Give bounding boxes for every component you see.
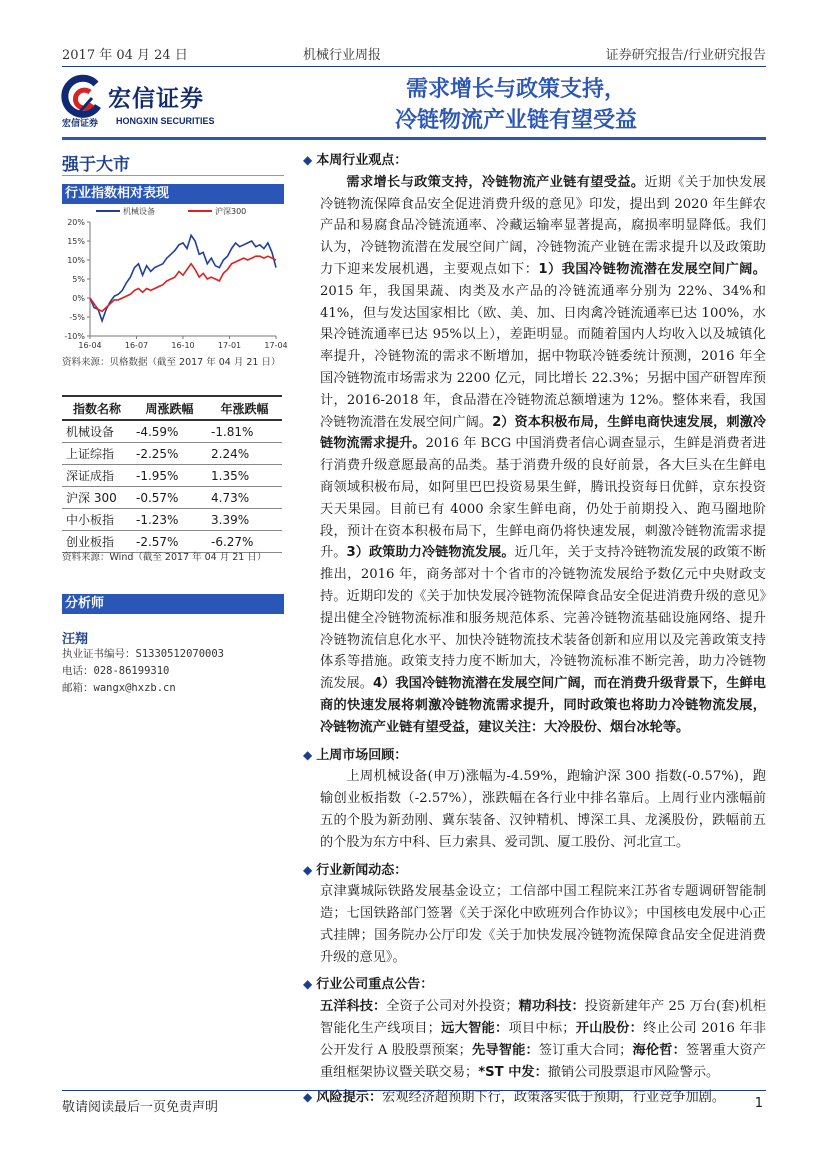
table-row [62, 420, 282, 443]
point-4-bold: 4）我国冷链物流潜在发展空间广阔，而在消费升级背景下，生鲜电商的快速发展将刺激冷链物流需求提升，同时政策也将助力冷链物流发展，冷链物流产业链有望受益，建议关注：大冷股份、烟台冰轮等。 [320, 676, 766, 735]
chart-header: 行业指数相对表现 [62, 184, 284, 204]
announcement-text: 签署重大资产重组框架协议暨关联交易； [320, 1042, 766, 1080]
view-intro-text: 近期《关于加快发展冷链物流保障食品安全促进消费升级的意见》印发，提出到 2020 年生鲜农产品和易腐食品冷链流通率、冷藏运输率显著提高，腐损率明显降低。我们认为，冷链物流潜在发展空间广阔，冷链物流产业链在需求提升以及政策助力下迎来发展机遇，主要观点如下： [320, 174, 767, 277]
analyst-phone: 电话：028-86199310 [62, 665, 170, 677]
diamond-bullet-icon: ◆ [303, 153, 313, 167]
announcements-paragraph [303, 996, 766, 1083]
analyst-name: 汪翔 [62, 632, 89, 647]
point-3-bold: 3）政策助力冷链物流发展。 [346, 545, 515, 561]
table-header-row [62, 396, 282, 420]
logo-text-en: HONGXIN SECURITIES [116, 116, 215, 126]
x-tick-label: 17-04 [264, 341, 288, 350]
col-header-year: 年涨跌幅 [207, 396, 282, 420]
table-row [62, 487, 282, 509]
index-name-cell: 深证成指 [62, 465, 132, 487]
section-news-heading [303, 860, 766, 882]
section-announcements-heading [303, 974, 766, 996]
yearly-change-cell: 4.73% [207, 487, 282, 509]
analyst-cert: 执业证书编号：S1330512070003 [62, 648, 225, 660]
analyst-contact [62, 646, 284, 697]
risk-text: 宏观经济超预期下行，政策落实低于预期，行业竞争加剧。 [382, 1090, 726, 1106]
risk-heading: 风险提示： [316, 1090, 383, 1106]
company-name: 精功科技： [518, 999, 585, 1015]
view-summary-bold: 需求增长与政策支持，冷链物流产业链有望受益。 [346, 174, 645, 190]
point-1-text: 2015 年，我国果蔬、肉类及水产品的冷链流通率分别为 22%、34%和 41%，但与发达国家相比（欧、美、加、日肉禽冷链流通率已达 100%，水果冷链流通率已达 95%以上），差距明显。而随着国内人均收入以及城镇化率提升，冷链物流的需求不断增加，据中物联冷链委统计预测，2016 年全国冷链物流市场需求为 2200 亿元，同比增长 22.3%；另据中国产研智库预计，2016-2018 年，食品潜在冷链物流总额增速为 12%。整体来看，我国冷链物流潜在发展空间广阔。 [320, 283, 766, 430]
section-market-review-heading [303, 745, 766, 767]
announcement-text: 投资新建年产 25 万台(套)机柜智能化生产线项目； [320, 999, 767, 1037]
x-tick-label: 17-01 [217, 341, 242, 350]
yearly-change-cell: -6.27% [207, 531, 282, 553]
market-review-paragraph: 上周机械设备(申万)涨幅为-4.59%，跑输沪深 300 指数(-0.57%)，跑输创业板指数（-2.57%），涨跌幅在各行业中排名靠后。上周行业内涨幅前五的个股为新劲刚、冀东装备、汉钟精机、博深工具、龙溪股份，跌幅前五的个股为东方中科、巨力索具、爱司凯、厦工股份、河北宣工。 [320, 769, 766, 850]
logo-text-small: 宏信证券 [62, 119, 99, 129]
y-tick-label: 5% [72, 275, 85, 284]
diamond-bullet-icon: ◆ [303, 977, 313, 992]
index-name-cell: 创业板指 [62, 531, 132, 553]
y-tick-label: -10% [64, 332, 85, 341]
weekly-change-cell: -1.23% [132, 509, 207, 531]
weekly-change-cell: -2.57% [132, 531, 207, 553]
diamond-bullet-icon: ◆ [303, 747, 313, 762]
report-date: 2017 年 04 月 24 日 [62, 48, 188, 63]
chart-source: 资料来源：贝格数据（截至 2017 年 04 月 21 日） [62, 357, 281, 368]
page-number: 1 [754, 1096, 763, 1111]
yearly-change-cell: 1.35% [207, 465, 282, 487]
announcement-text: 撤销公司股票退市风险警示。 [547, 1064, 720, 1080]
diamond-bullet-icon: ◆ [303, 862, 313, 877]
footer-rule [62, 1090, 766, 1091]
x-tick-label: 16-04 [78, 341, 102, 350]
y-tick-label: 0% [72, 294, 85, 303]
disclaimer-note: 敬请阅读最后一页免责声明 [62, 1100, 219, 1115]
section-weekly-view-heading [303, 150, 766, 172]
legend-label: 机械设备 [123, 207, 155, 216]
point-2-text: 2016 年 BCG 中国消费者信心调查显示，生鲜是消费者进行消费升级意愿最高的品类。基于消费升级的良好前景，各大巨头在生鲜电商领域积极布局，如阿里巴巴投资易果生鲜，腾讯投资每日优鲜，京东投资天天果园。目前已有 4000 余家生鲜电商，仍处于前期投入、跑马圈地阶段，预计在资本积极布局下，生鲜电商仍将快速发展，刺激冷链物流需求提升。 [320, 436, 766, 561]
x-tick-label: 16-10 [171, 341, 195, 350]
logo-text-cn: 宏信证券 [108, 86, 204, 112]
weekly-change-cell: -0.57% [132, 487, 207, 509]
report-category: 机械行业周报 [303, 48, 382, 63]
y-tick-label: 15% [67, 237, 85, 246]
industry-rating: 强于大市 [62, 155, 130, 175]
company-logo [62, 74, 258, 130]
diamond-bullet-icon: ◆ [303, 1090, 313, 1105]
announcement-text: 项目中标； [508, 1021, 576, 1037]
title-rule [62, 137, 766, 140]
announcement-text: 全资子公司对外投资； [386, 999, 519, 1015]
header-rule [62, 66, 766, 67]
table-source: 资料来源：Wind（截至 2017 年 04 月 21 日） [62, 552, 267, 563]
series-line-hs300 [90, 256, 276, 311]
table-row [62, 465, 282, 487]
analyst-header: 分析师 [62, 594, 284, 614]
main-content [303, 150, 766, 1109]
report-title [266, 74, 766, 136]
heading-text: 上周市场回顾： [316, 747, 408, 763]
col-header-week: 周涨跌幅 [132, 396, 207, 420]
table-row [62, 509, 282, 531]
weekly-change-cell: -2.25% [132, 443, 207, 465]
announcement-text: 终止公司 2016 年非公开发行 A 股股票预案； [320, 1021, 767, 1058]
yearly-change-cell: 3.39% [207, 509, 282, 531]
company-name: 海伦哲： [632, 1042, 686, 1058]
point-3-text: 近几年，关于支持冷链物流发展的政策不断推出，2016 年，商务部对十个省市的冷链物流发展给予数亿元中央财政支持。近期印发的《关于加快发展冷链物流保障食品安全促进消费升级的意见》提出健全冷链物流标准和服务规范体系、完善冷链物流基础设施网络、提升冷链物流信息化水平、加快冷链物流技术装备创新和应用以及完善政策支持体系等措施。政策支持力度不断加大，冷链物流标准不断完善，助力冷链物流发展。 [320, 545, 767, 692]
analyst-email: 邮箱：wangx@hxzb.cn [62, 682, 176, 694]
logo-mark-icon [62, 76, 104, 120]
company-name: 远大智能： [440, 1021, 509, 1037]
table-row [62, 443, 282, 465]
title-line-1: 需求增长与政策支持， [405, 77, 626, 102]
x-tick-label: 16-07 [124, 341, 149, 350]
y-tick-label: 20% [67, 218, 85, 227]
yearly-change-cell: 2.24% [207, 443, 282, 465]
index-name-cell: 上证综指 [62, 443, 132, 465]
index-performance-table [62, 395, 282, 553]
index-name-cell: 中小板指 [62, 509, 132, 531]
y-tick-label: 10% [67, 256, 85, 265]
index-name-cell: 机械设备 [62, 420, 132, 443]
announcement-text: 签订重大合同； [538, 1042, 633, 1058]
yearly-change-cell: -1.81% [207, 420, 282, 443]
point-1-bold: 1）我国冷链物流潜在发展空间广阔。 [538, 261, 766, 277]
company-name: 开山股份： [575, 1021, 644, 1037]
heading-text: 行业新闻动态： [316, 862, 408, 878]
index-performance-chart [62, 204, 288, 354]
report-type: 证券研究报告/行业研究报告 [605, 48, 766, 63]
company-name: *ST 中发： [478, 1064, 548, 1080]
series-line-machinery [90, 235, 276, 320]
y-tick-label: -5% [69, 313, 85, 322]
col-header-index: 指数名称 [62, 396, 132, 420]
heading-text: 行业公司重点公告： [316, 977, 434, 993]
legend-label: 沪深300 [215, 207, 247, 216]
news-paragraph: 京津冀城际铁路发展基金设立；工信部中国工程院来江苏省专题调研智能制造；七国铁路部门签署《关于深化中欧班列合作协议》；中国核电发展中心正式挂牌；国务院办公厅印发《关于加快发展冷链物流保障食品安全促进消费升级的意见》。 [320, 884, 766, 965]
company-name: 先导智能： [471, 1042, 539, 1058]
company-name: 五洋科技： [320, 999, 387, 1015]
weekly-view-paragraph [303, 172, 766, 739]
index-name-cell: 沪深 300 [62, 487, 132, 509]
title-line-2: 冷链物流产业链有望受益 [394, 108, 637, 133]
point-2-bold: 2）资本积极布局，生鲜电商快速发展，刺激冷链物流需求提升。 [320, 414, 766, 452]
rating-rule [62, 175, 284, 176]
weekly-change-cell: -4.59% [132, 420, 207, 443]
heading-text: 本周行业观点： [316, 153, 408, 168]
weekly-change-cell: -1.95% [132, 465, 207, 487]
